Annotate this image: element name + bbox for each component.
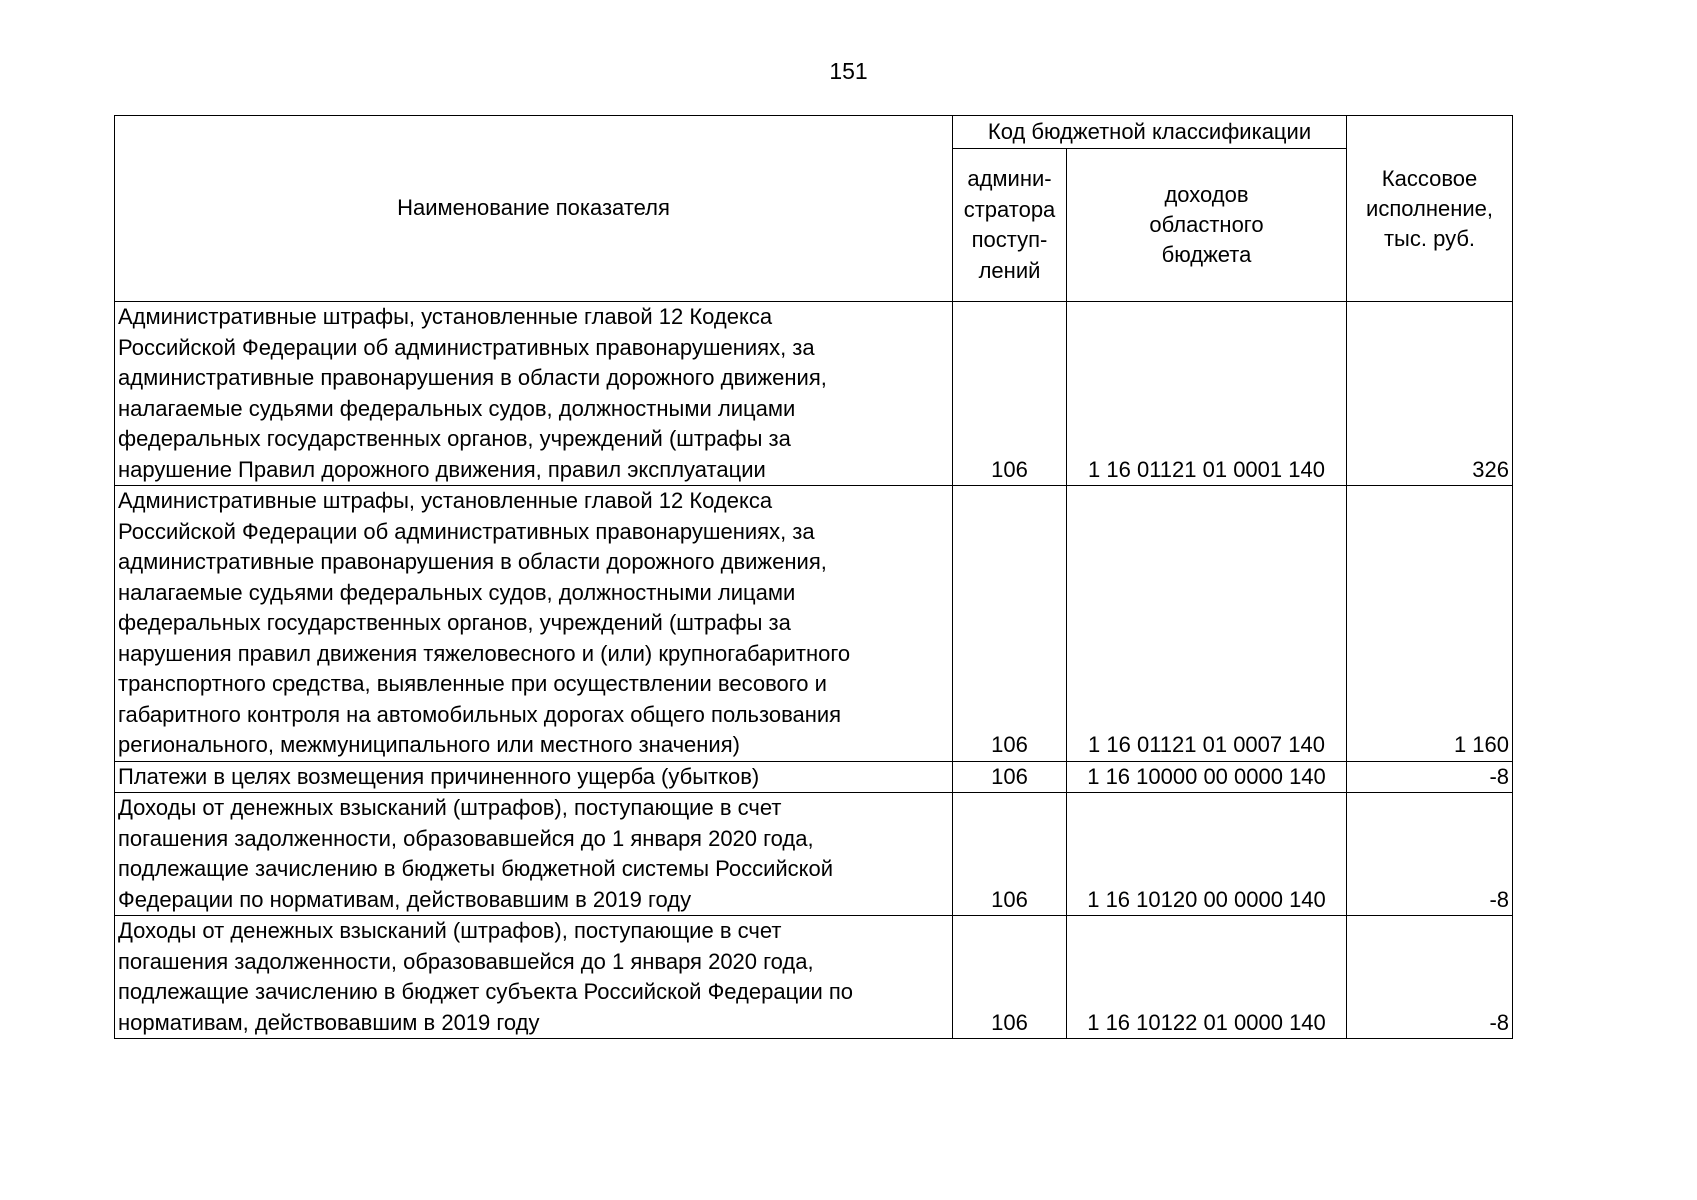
indicator-name-line: федеральных государственных органов, учреждений (штрафы за: [118, 426, 791, 451]
header-amount-line: Кассовое: [1381, 165, 1478, 191]
table-body: [115, 302, 1513, 1039]
header-revenue-administrator: [953, 149, 1067, 302]
header-regional-budget-revenue: [1067, 149, 1347, 302]
header-budget-classification-code: Код бюджетной классификации: [953, 116, 1347, 149]
page-number: 151: [829, 58, 868, 84]
indicator-name-cell: [115, 761, 953, 793]
header-row: [115, 116, 1513, 149]
indicator-name-cell: [115, 302, 953, 486]
administrator-code-cell: 106: [953, 486, 1067, 762]
header-admin-line: стратора: [963, 196, 1056, 222]
header-admin-line: лений: [978, 257, 1041, 283]
indicator-name-line: Доходы от денежных взысканий (штрафов), поступающие в счет: [118, 795, 782, 820]
revenue-code-cell: 1 16 01121 01 0007 140: [1067, 486, 1347, 762]
header-code-line: доходов: [1164, 182, 1249, 207]
indicator-name-line: Федерации по нормативам, действовавшим в 2019 году: [118, 886, 692, 912]
indicator-name-cell: [115, 793, 953, 916]
header-code-line: областного: [1149, 212, 1264, 237]
header-code-line: бюджета: [1161, 242, 1252, 267]
indicator-name-line: нарушение Правил дорожного движения, правил эксплуатации: [118, 456, 766, 482]
indicator-name-line: Российской Федерации об административных правонарушениях, за: [118, 518, 815, 544]
indicator-name-line: погашения задолженности, образовавшейся до 1 января 2020 года,: [118, 948, 814, 974]
indicator-name-line: налагаемые судьями федеральных судов, должностными лицами: [118, 395, 796, 421]
amount-cell: -8: [1347, 916, 1513, 1039]
indicator-name-line: подлежащие зачислению в бюджет субъекта Российской Федерации по: [118, 979, 854, 1004]
table-row: [115, 793, 1513, 916]
header-cash-execution: [1347, 116, 1513, 302]
indicator-name-line: Российской Федерации об административных правонарушениях, за: [118, 334, 815, 360]
table-row: [115, 916, 1513, 1039]
indicator-name-line: административные правонарушения в области дорожного движения,: [118, 365, 827, 390]
budget-revenue-table: [114, 115, 1513, 1039]
indicator-name-line: Административные штрафы, установленные главой 12 Кодекса: [118, 488, 773, 513]
amount-cell: 326: [1347, 302, 1513, 486]
table-row: [115, 486, 1513, 762]
indicator-name-line: налагаемые судьями федеральных судов, должностными лицами: [118, 579, 796, 605]
administrator-code-cell: 106: [953, 793, 1067, 916]
indicator-name-line: Платежи в целях возмещения причиненного ущерба (убытков): [118, 763, 760, 789]
table-row: [115, 761, 1513, 793]
indicator-name-line: погашения задолженности, образовавшейся до 1 января 2020 года,: [118, 825, 814, 851]
header-admin-line: админи-: [967, 166, 1052, 191]
indicator-name-line: нормативам, действовавшим в 2019 году: [118, 1009, 540, 1035]
amount-cell: -8: [1347, 761, 1513, 793]
revenue-code-cell: 1 16 10120 00 0000 140: [1067, 793, 1347, 916]
amount-cell: -8: [1347, 793, 1513, 916]
header-amount-line: тыс. руб.: [1383, 225, 1476, 251]
indicator-name-line: нарушения правил движения тяжеловесного и (или) крупногабаритного: [118, 640, 851, 666]
revenue-code-cell: 1 16 01121 01 0001 140: [1067, 302, 1347, 486]
header-indicator-name: Наименование показателя: [115, 116, 953, 302]
revenue-code-cell: 1 16 10122 01 0000 140: [1067, 916, 1347, 1039]
indicator-name-line: Административные штрафы, установленные главой 12 Кодекса: [118, 304, 773, 329]
indicator-name-cell: [115, 916, 953, 1039]
table-row: [115, 302, 1513, 486]
indicator-name-line: федеральных государственных органов, учреждений (штрафы за: [118, 610, 791, 635]
administrator-code-cell: 106: [953, 302, 1067, 486]
indicator-name-line: Доходы от денежных взысканий (штрафов), поступающие в счет: [118, 918, 782, 943]
header-amount-line: исполнение,: [1366, 195, 1493, 221]
amount-cell: 1 160: [1347, 486, 1513, 762]
indicator-name-cell: [115, 486, 953, 762]
administrator-code-cell: 106: [953, 761, 1067, 793]
table-header: [115, 116, 1513, 302]
indicator-name-line: регионального, межмуниципального или местного значения): [118, 732, 740, 757]
indicator-name-line: административные правонарушения в области дорожного движения,: [118, 549, 827, 574]
revenue-code-cell: 1 16 10000 00 0000 140: [1067, 761, 1347, 793]
header-admin-line: поступ-: [971, 227, 1048, 252]
administrator-code-cell: 106: [953, 916, 1067, 1039]
indicator-name-line: габаритного контроля на автомобильных дорогах общего пользования: [118, 701, 842, 727]
indicator-name-line: подлежащие зачислению в бюджеты бюджетной системы Российской: [118, 856, 834, 881]
indicator-name-line: транспортного средства, выявленные при осуществлении весового и: [118, 671, 827, 696]
